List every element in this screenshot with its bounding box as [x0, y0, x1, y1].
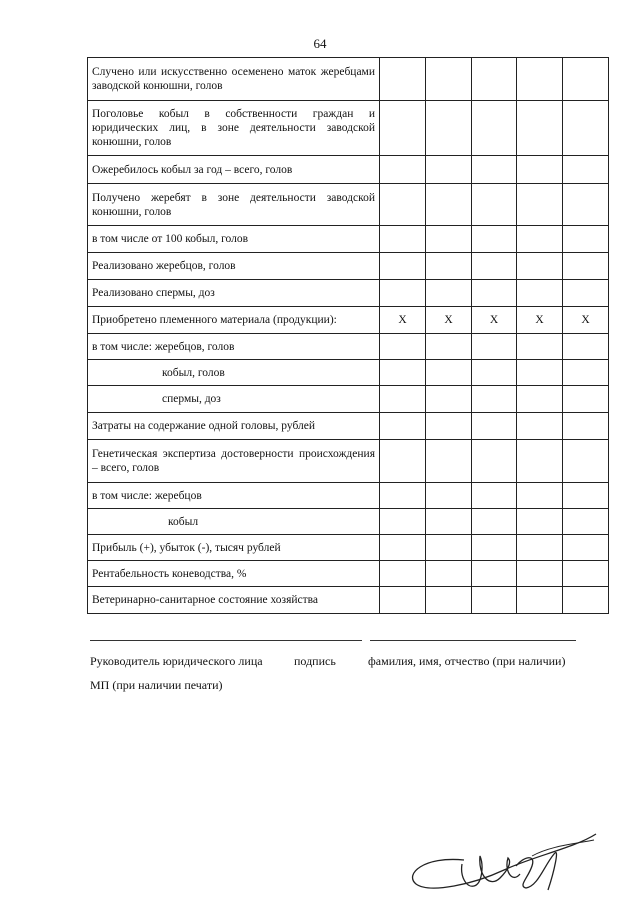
value-cell — [472, 156, 517, 184]
value-cell — [380, 101, 426, 156]
row-label: Ожеребилось кобыл за год – всего, голов — [88, 156, 380, 184]
value-cell — [517, 58, 563, 101]
value-cell — [426, 360, 472, 386]
value-cell — [380, 440, 426, 483]
value-cell — [472, 483, 517, 509]
value-cell — [472, 226, 517, 253]
row-label: кобыл — [88, 509, 380, 535]
value-cell — [426, 58, 472, 101]
table-row — [88, 413, 609, 440]
value-cell — [472, 360, 517, 386]
value-cell — [563, 440, 609, 483]
value-cell — [426, 280, 472, 307]
value-cell — [563, 334, 609, 360]
handwritten-signature — [404, 826, 604, 896]
value-cell — [380, 413, 426, 440]
value-cell — [517, 334, 563, 360]
value-cell — [517, 509, 563, 535]
value-cell — [380, 509, 426, 535]
value-cell — [426, 413, 472, 440]
value-cell — [563, 184, 609, 226]
value-cell — [380, 280, 426, 307]
value-cell — [517, 184, 563, 226]
value-cell — [426, 386, 472, 413]
value-cell: Х — [472, 307, 517, 334]
table-row — [88, 386, 609, 413]
value-cell — [380, 253, 426, 280]
value-cell — [563, 509, 609, 535]
value-cell — [380, 156, 426, 184]
row-label: Ветеринарно-санитарное состояние хозяйства — [88, 587, 380, 614]
value-cell: Х — [517, 307, 563, 334]
value-cell — [426, 440, 472, 483]
row-label: кобыл, голов — [88, 360, 380, 386]
stamp-label: МП (при наличии печати) — [90, 678, 223, 692]
full-name-label: фамилия, имя, отчество (при наличии) — [368, 654, 566, 668]
report-table-body — [88, 58, 609, 614]
value-cell — [563, 101, 609, 156]
row-label: в том числе: жеребцов — [88, 483, 380, 509]
value-cell — [472, 561, 517, 587]
row-label: Случено или искусственно осеменено маток жеребцами заводской конюшни, голов — [88, 58, 380, 101]
row-label: спермы, доз — [88, 386, 380, 413]
value-cell — [426, 253, 472, 280]
table-row — [88, 483, 609, 509]
value-cell — [426, 334, 472, 360]
report-table — [87, 57, 609, 614]
table-row — [88, 253, 609, 280]
value-cell — [563, 386, 609, 413]
value-cell: Х — [380, 307, 426, 334]
value-cell — [517, 413, 563, 440]
value-cell — [563, 360, 609, 386]
table-row — [88, 226, 609, 253]
value-cell — [563, 413, 609, 440]
value-cell — [517, 156, 563, 184]
row-label: Затраты на содержание одной головы, рублей — [88, 413, 380, 440]
value-cell — [563, 483, 609, 509]
value-cell — [472, 58, 517, 101]
table-row — [88, 360, 609, 386]
value-cell — [472, 334, 517, 360]
value-cell — [426, 101, 472, 156]
value-cell — [380, 587, 426, 614]
value-cell — [517, 280, 563, 307]
value-cell — [563, 226, 609, 253]
value-cell — [472, 101, 517, 156]
value-cell — [517, 561, 563, 587]
row-label: Прибыль (+), убыток (-), тысяч рублей — [88, 535, 380, 561]
head-name-line — [90, 640, 362, 641]
row-label: в том числе: жеребцов, голов — [88, 334, 380, 360]
value-cell — [517, 535, 563, 561]
value-cell: Х — [563, 307, 609, 334]
value-cell — [380, 561, 426, 587]
table-row — [88, 101, 609, 156]
value-cell — [563, 587, 609, 614]
page-number: 64 — [313, 36, 327, 51]
value-cell — [563, 561, 609, 587]
table-row — [88, 509, 609, 535]
row-label: Поголовье кобыл в собственности граждан и юридических лиц, в зоне деятельности заводской конюшни, голов — [88, 101, 380, 156]
table-row — [88, 156, 609, 184]
table-row — [88, 561, 609, 587]
value-cell — [426, 509, 472, 535]
table-row — [88, 58, 609, 101]
value-cell — [517, 226, 563, 253]
value-cell — [380, 360, 426, 386]
table-row — [88, 307, 609, 334]
value-cell — [426, 535, 472, 561]
value-cell — [380, 483, 426, 509]
value-cell — [426, 156, 472, 184]
value-cell — [563, 253, 609, 280]
head-label: Руководитель юридического лица — [90, 654, 263, 668]
value-cell — [517, 587, 563, 614]
value-cell — [472, 280, 517, 307]
value-cell — [472, 587, 517, 614]
value-cell — [472, 253, 517, 280]
value-cell — [517, 360, 563, 386]
row-label: Рентабельность коневодства, % — [88, 561, 380, 587]
value-cell — [517, 253, 563, 280]
value-cell — [472, 386, 517, 413]
value-cell — [517, 440, 563, 483]
table-row — [88, 334, 609, 360]
value-cell — [563, 535, 609, 561]
row-label: Приобретено племенного материала (продукции): — [88, 307, 380, 334]
table-row — [88, 587, 609, 614]
row-label: Реализовано спермы, доз — [88, 280, 380, 307]
value-cell — [380, 226, 426, 253]
value-cell — [517, 101, 563, 156]
value-cell — [472, 535, 517, 561]
value-cell — [380, 184, 426, 226]
value-cell: Х — [426, 307, 472, 334]
value-cell — [472, 184, 517, 226]
value-cell — [517, 483, 563, 509]
value-cell — [426, 587, 472, 614]
value-cell — [380, 334, 426, 360]
value-cell — [472, 413, 517, 440]
signature-line — [370, 640, 576, 641]
value-cell — [472, 509, 517, 535]
signature-label: подпись — [294, 654, 336, 668]
row-label: Получено жеребят в зоне деятельности заводской конюшни, голов — [88, 184, 380, 226]
table-row — [88, 280, 609, 307]
value-cell — [426, 226, 472, 253]
value-cell — [563, 156, 609, 184]
value-cell — [426, 184, 472, 226]
value-cell — [380, 535, 426, 561]
value-cell — [563, 280, 609, 307]
value-cell — [563, 58, 609, 101]
row-label: в том числе от 100 кобыл, голов — [88, 226, 380, 253]
value-cell — [380, 386, 426, 413]
value-cell — [380, 58, 426, 101]
value-cell — [517, 386, 563, 413]
value-cell — [426, 561, 472, 587]
value-cell — [472, 440, 517, 483]
value-cell — [426, 483, 472, 509]
row-label: Генетическая экспертиза достоверности происхождения – всего, голов — [88, 440, 380, 483]
row-label: Реализовано жеребцов, голов — [88, 253, 380, 280]
table-row — [88, 440, 609, 483]
table-row — [88, 535, 609, 561]
table-row — [88, 184, 609, 226]
